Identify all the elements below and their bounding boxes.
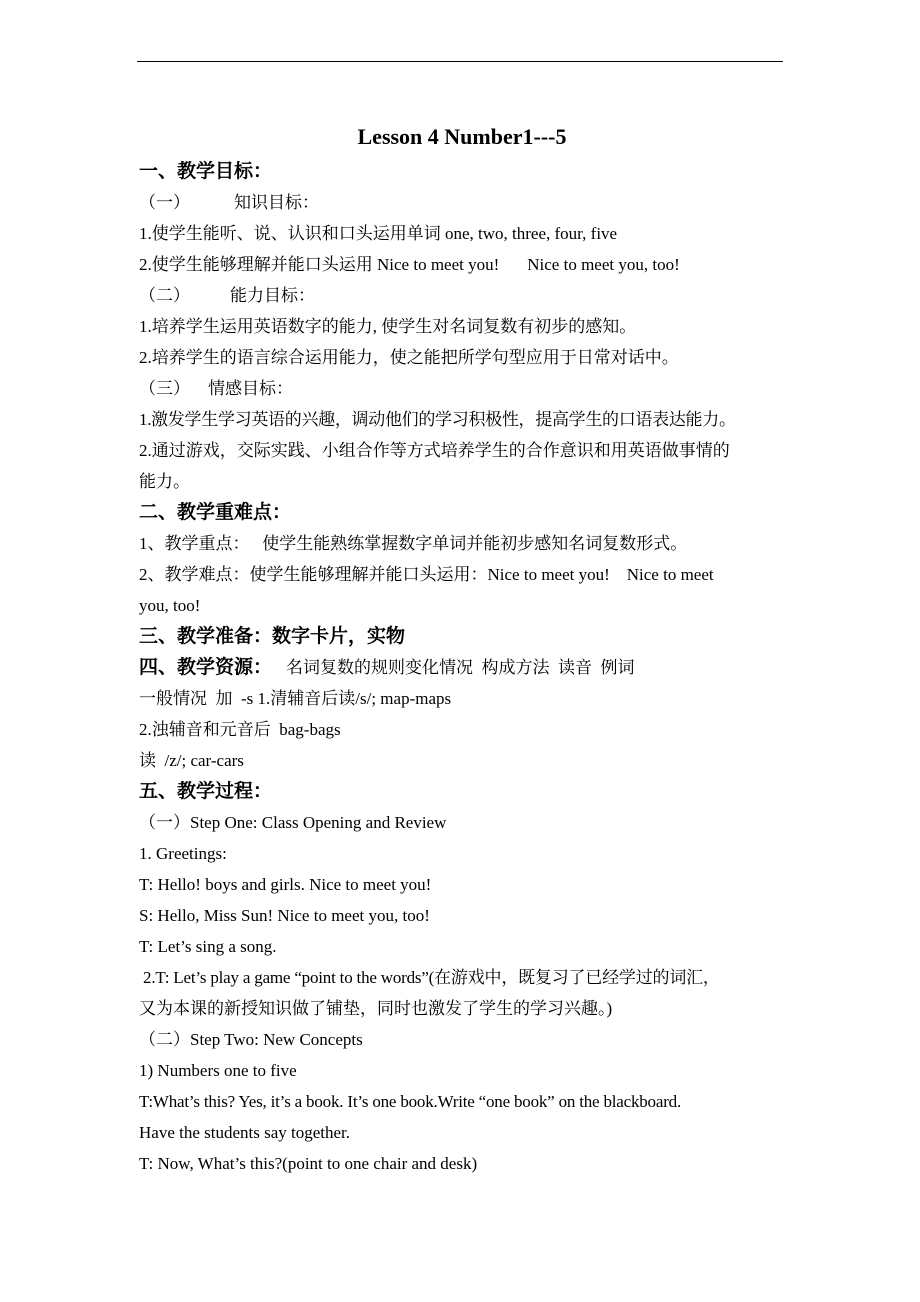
dialogue-line: T: Hello! boys and girls. Nice to meet you! — [139, 875, 432, 894]
section-heading-resources: 四、教学资源： 名词复数的规则变化情况 构成方法 读音 例词 — [139, 657, 635, 678]
list-item: 2.培养学生的语言综合运用能力，使之能把所学句型应用于日常对话中。 — [139, 348, 679, 367]
subsection-knowledge — [139, 187, 785, 218]
document-body — [139, 118, 785, 1179]
subsection-title: 情感目标： — [208, 379, 293, 398]
subsection-title: 知识目标： — [234, 193, 319, 212]
list-item: 2.T: Let’s play a game “point to the words”(在游戏中，既复习了已经学过的词汇， — [139, 968, 720, 987]
list-item-continued: 又为本课的新授知识做了铺垫，同时也激发了学生的学习兴趣。) — [139, 999, 613, 1018]
header-rule — [137, 61, 783, 62]
list-item: 2.通过游戏，交际实践、小组合作等方式培养学生的合作意识和用英语做事情的 — [139, 441, 730, 460]
list-item-continued: 能力。 — [139, 472, 190, 491]
resource-line: 2.浊辅音和元音后 bag-bags — [139, 720, 341, 739]
subsection-title: 能力目标： — [230, 286, 315, 305]
subsection-ability — [139, 280, 785, 311]
list-item: 1) Numbers one to five — [139, 1061, 297, 1080]
list-item: 1.培养学生运用英语数字的能力, 使学生对名词复数有初步的感知。 — [139, 317, 637, 336]
resource-line: 一般情况 加 -s 1.清辅音后读/s/; map-maps — [139, 689, 452, 708]
step-heading: （二）Step Two: New Concepts — [139, 1030, 363, 1049]
dialogue-line: T: Now, What’s this?(point to one chair and desk) — [139, 1154, 478, 1173]
resource-line: 读 /z/; car-cars — [139, 751, 244, 770]
subsection-label: （三） — [139, 379, 190, 398]
subsection-emotion — [139, 373, 785, 404]
resources-summary: 名词复数的规则变化情况 构成方法 读音 例词 — [286, 658, 635, 677]
list-item-continued: you, too! — [139, 596, 201, 615]
section-heading-preparation: 三、教学准备：数字卡片，实物 — [139, 626, 406, 647]
subsection-label: （二） — [139, 286, 190, 305]
list-item: 1. Greetings: — [139, 844, 227, 863]
list-item: 1、教学重点： 使学生能熟练掌握数字单词并能初步感知名词复数形式。 — [139, 534, 688, 553]
section-heading-process: 五、教学过程： — [139, 781, 273, 802]
dialogue-line: S: Hello, Miss Sun! Nice to meet you, too! — [139, 906, 430, 925]
list-item: 1.激发学生学习英语的兴趣，调动他们的学习积极性，提高学生的口语表达能力。 — [139, 410, 736, 429]
section-heading-objectives: 一、教学目标： — [139, 161, 273, 182]
section-heading-key-points: 二、教学重难点： — [139, 502, 292, 523]
page-title: Lesson 4 Number1---5 — [357, 124, 567, 149]
list-item: 2.使学生能够理解并能口头运用 Nice to meet you! Nice to meet you, too! — [139, 255, 680, 274]
step-heading: （一）Step One: Class Opening and Review — [139, 813, 447, 832]
dialogue-line-continued: Have the students say together. — [139, 1123, 351, 1142]
list-item: 1.使学生能听、说、认识和口头运用单词 one, two, three, four, five — [139, 224, 618, 243]
list-item: 2、教学难点：使学生能够理解并能口头运用：Nice to meet you! Nice to meet — [139, 565, 714, 584]
subsection-label: （一） — [139, 193, 190, 212]
dialogue-line: T:What’s this? Yes, it’s a book. It’s one book.Write “one book” on the blackboard. — [139, 1092, 682, 1111]
dialogue-line: T: Let’s sing a song. — [139, 937, 277, 956]
